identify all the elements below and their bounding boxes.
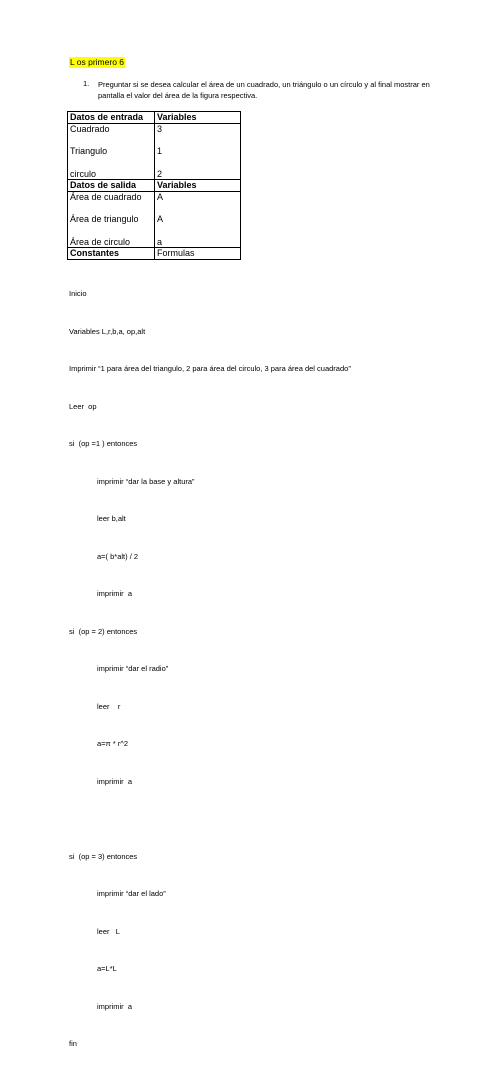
table-row <box>68 236 241 248</box>
table-header-inputs <box>68 112 241 124</box>
table-row <box>68 214 241 236</box>
code-line: a=π * r^2 <box>97 739 128 748</box>
question-text: Preguntar si se desea calcular el área de un cuadrado, un triángulo o un círculo y al final mostrar en pantalla el valor del área de la figura respectiva. <box>98 80 430 100</box>
table-cell: Área de circulo <box>68 236 155 248</box>
code-line: Imprimir “1 para área del triangulo, 2 para área del circulo, 3 para área del cuadrado” <box>69 364 351 373</box>
table-cell: 1 <box>155 146 241 168</box>
code-line: a=( b*alt) / 2 <box>97 551 139 561</box>
table-cell: A <box>155 214 241 236</box>
code-line: fin <box>69 1039 77 1048</box>
header-cell: Variables <box>155 180 241 192</box>
table-cell: 3 <box>155 124 241 147</box>
highlighted-heading: L os primero 6 <box>70 57 125 67</box>
code-line: leer L <box>97 926 120 936</box>
table-cell: A <box>155 192 241 215</box>
code-line: Variables L,r,b,a, op,alt <box>69 326 146 336</box>
table-cell: 2 <box>155 168 241 180</box>
code-line: Inicio <box>69 289 87 298</box>
table-cell: a <box>155 236 241 248</box>
code-line: imprimir “dar el radio” <box>97 664 169 673</box>
code-line: imprimir a <box>97 589 132 598</box>
blank-line <box>69 813 351 826</box>
code-line: si (op =1 ) entonces <box>69 439 138 448</box>
code-line: leer r <box>97 701 121 711</box>
header-cell: Formulas <box>155 248 241 260</box>
header-cell: Datos de salida <box>68 180 155 192</box>
code-line: Leer op <box>69 401 97 411</box>
code-line: imprimir “dar la base y altura” <box>97 476 195 486</box>
table-row <box>68 192 241 215</box>
table-cell: Cuadrado <box>68 124 155 147</box>
header-cell: Constantes <box>68 248 155 260</box>
data-table <box>67 111 241 260</box>
code-line: si (op = 2) entonces <box>69 626 138 636</box>
table-row <box>68 168 241 180</box>
code-line: imprimir a <box>97 776 132 786</box>
code-line: leer b,alt <box>97 514 126 523</box>
table-cell: Área de cuadrado <box>68 192 155 215</box>
table-cell: Triangulo <box>68 146 155 168</box>
code-line: a=L*L <box>97 964 117 973</box>
table-header-constants <box>68 248 241 260</box>
code-line: imprimir “dar el lado” <box>97 889 166 898</box>
question-number: 1. <box>83 79 90 88</box>
table-cell: circulo <box>68 168 155 180</box>
table-cell: Área de triangulo <box>68 214 155 236</box>
code-line: imprimir a <box>97 1001 132 1011</box>
header-cell: Datos de entrada <box>68 112 155 124</box>
code-line: si (op = 3) entonces <box>69 851 138 861</box>
table-header-outputs <box>68 180 241 192</box>
pseudocode-block <box>69 263 351 1076</box>
table-row <box>68 146 241 168</box>
header-cell: Variables <box>155 112 241 124</box>
table-row <box>68 124 241 147</box>
